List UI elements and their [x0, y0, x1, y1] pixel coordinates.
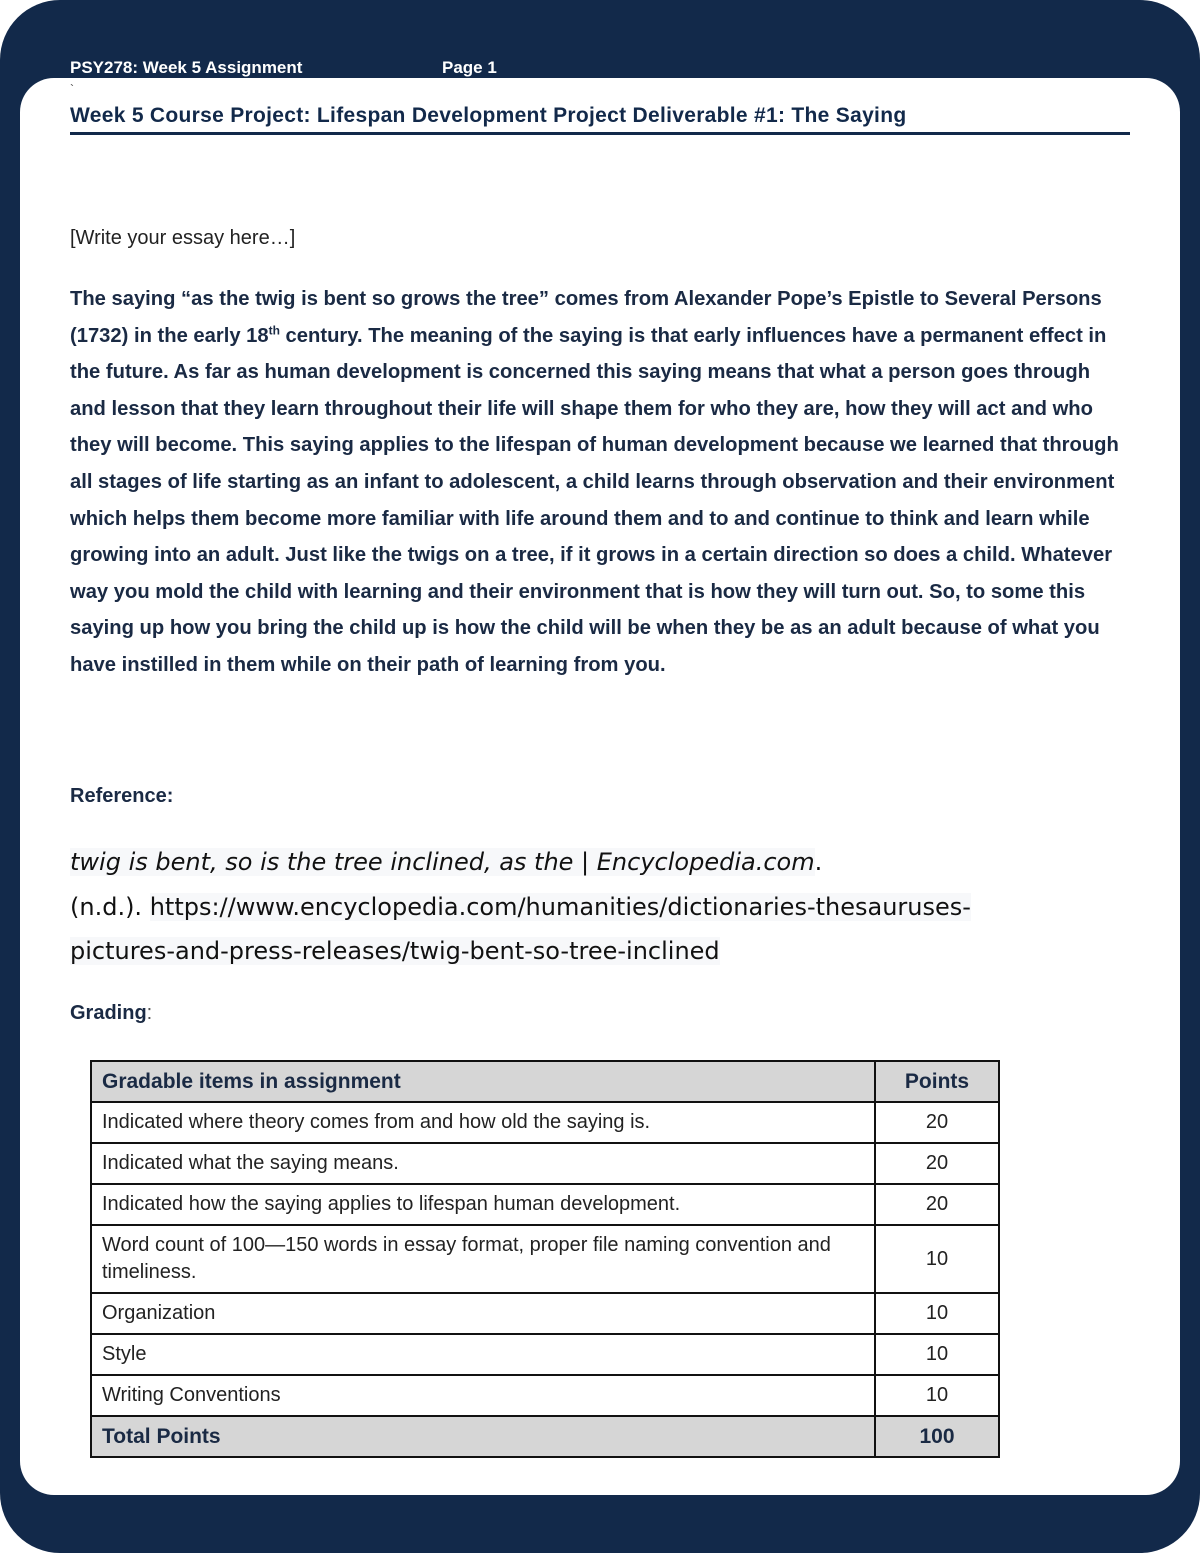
essay-superscript: th: [268, 322, 280, 337]
row-item: Indicated what the saying means.: [91, 1143, 875, 1184]
essay-body: [70, 281, 1130, 684]
citation-title-end: .: [814, 848, 823, 876]
grading-colon: :: [146, 1002, 153, 1024]
row-item: Indicated how the saying applies to lifespan human development.: [91, 1184, 875, 1225]
document-title: Week 5 Course Project: Lifespan Development Project Deliverable #1: The Saying: [70, 104, 1130, 135]
grading-label: Grading: [70, 1002, 147, 1024]
table-row: [91, 1293, 999, 1334]
table-row: [91, 1143, 999, 1184]
essay-text-part1: The saying “as the twig is bent so grows the tree” comes from Alexander Pope’s Epistle to Several Persons (1732) in the early 18: [70, 288, 1102, 347]
stray-mark: `: [70, 82, 74, 96]
citation-title-link[interactable]: twig is bent, so is the tree inclined, as the | Encyclopedia.com: [70, 848, 815, 876]
course-label: PSY278: Week 5 Assignment: [70, 58, 303, 77]
reference-heading: Reference:: [70, 785, 174, 807]
essay-text-part2: century. The meaning of the saying is that early influences have a permanent effect in the future. As far as human development is concerned this saying means that what a person goes through and lesson that they learn throughout their life will shape them for who they are, how they will act and who they will become. This saying applies to the lifespan of human development because we learned that through all stages of life starting as an infant to adolescent, a child learns through observation and their environment which helps them become more familiar with life around them and to and continue to think and learn while growing into an adult. Just like the twigs on a tree, if it grows in a certain direction so does a child. Whatever way you mold the child with learning and their environment that is how they will turn out. So, to some this saying up how you bring the child up is how the child will be when they be as an adult because of what you have instilled in them while on their path of learning from you.: [70, 324, 1119, 676]
citation-url-line2[interactable]: pictures-and-press-releases/twig-bent-so-tree-inclined: [70, 937, 720, 965]
grading-table: [90, 1060, 1000, 1458]
column-header-items: Gradable items in assignment: [91, 1061, 875, 1102]
table-row: [91, 1102, 999, 1143]
column-header-points: Points: [875, 1061, 999, 1102]
table-row: [91, 1375, 999, 1416]
table-row: [91, 1225, 999, 1293]
row-item: Writing Conventions: [91, 1375, 875, 1416]
row-points: 10: [875, 1375, 999, 1416]
row-points: 20: [875, 1184, 999, 1225]
grading-heading: [70, 1002, 152, 1025]
table-row: [91, 1334, 999, 1375]
row-item: Word count of 100—150 words in essay format, proper file naming convention and timeliness.: [91, 1225, 875, 1293]
row-item: Indicated where theory comes from and how old the saying is.: [91, 1102, 875, 1143]
citation-date: (n.d.).: [70, 892, 143, 921]
row-item: Style: [91, 1334, 875, 1375]
table-total-row: [91, 1416, 999, 1457]
table-row: [91, 1184, 999, 1225]
row-points: 20: [875, 1102, 999, 1143]
row-points: 20: [875, 1143, 999, 1184]
row-points: 10: [875, 1225, 999, 1293]
row-points: 10: [875, 1293, 999, 1334]
row-points: 10: [875, 1334, 999, 1375]
row-item: Organization: [91, 1293, 875, 1334]
reference-citation: [70, 840, 1140, 974]
page-number: Page 1: [442, 58, 497, 77]
total-points: 100: [875, 1416, 999, 1457]
citation-url-line1[interactable]: https://www.encyclopedia.com/humanities/dictionaries-thesauruses-: [149, 892, 971, 921]
table-header-row: [91, 1061, 999, 1102]
total-label: Total Points: [91, 1416, 875, 1457]
essay-placeholder: [Write your essay here…]: [70, 227, 296, 249]
